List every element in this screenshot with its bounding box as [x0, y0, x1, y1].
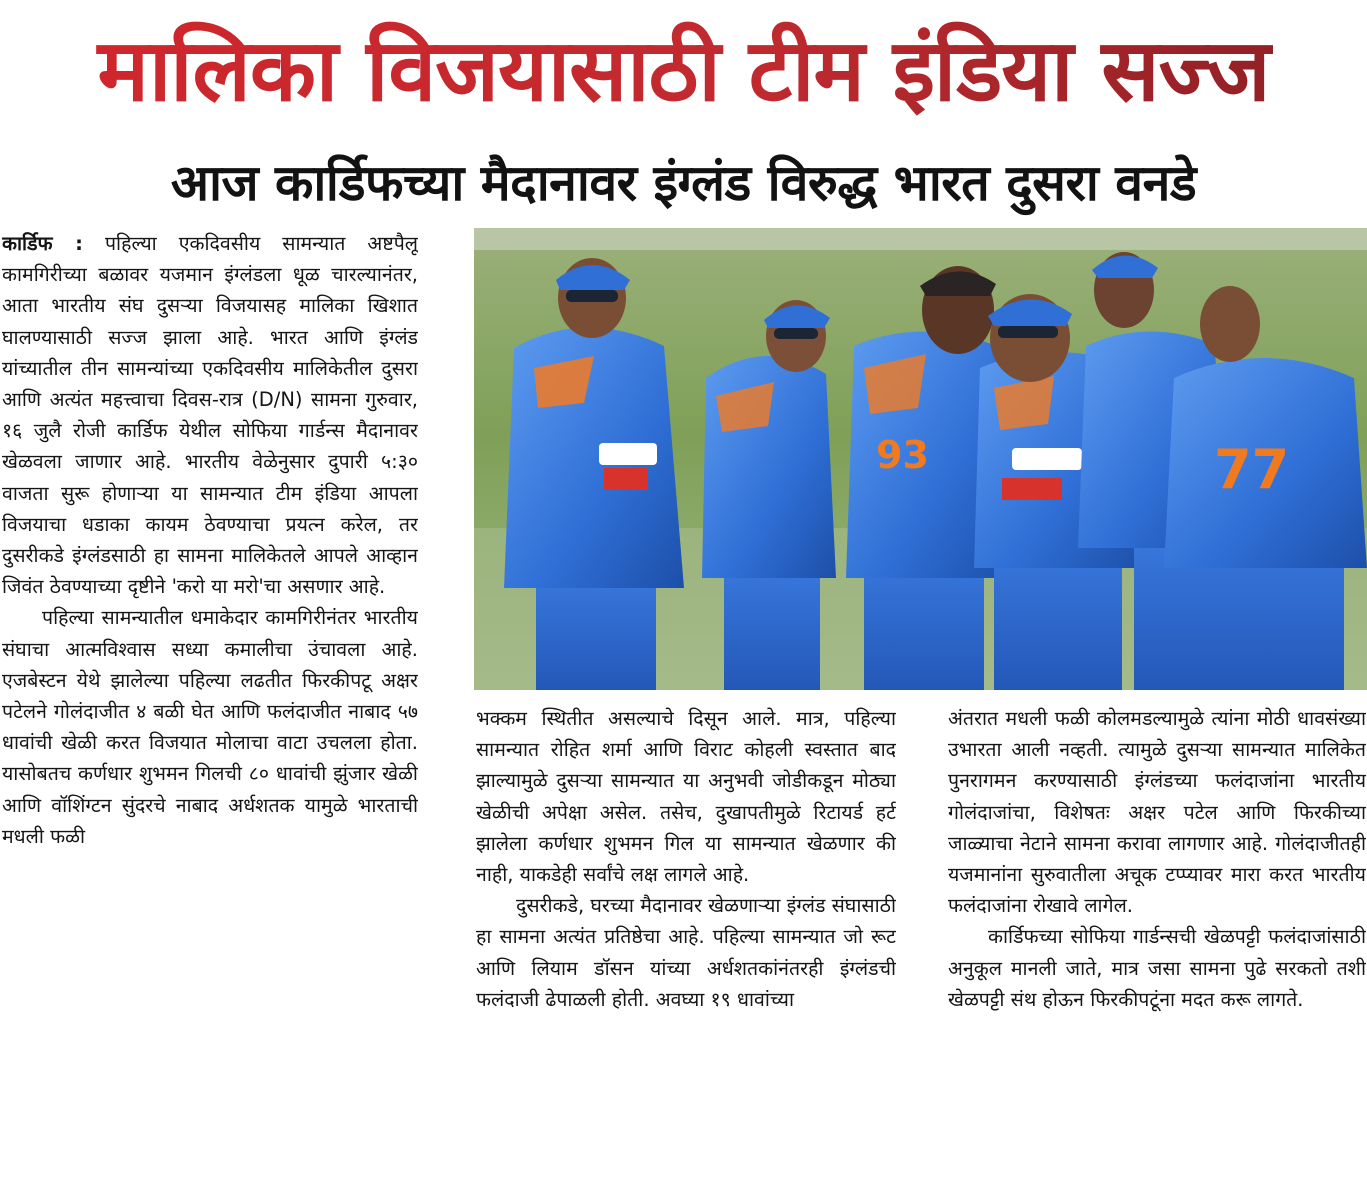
headline: मालिका विजयासाठी टीम इंडिया सज्ज	[0, 6, 1367, 136]
dateline: कार्डिफ :	[2, 232, 83, 255]
article-paragraph: दुसरीकडे, घरच्या मैदानावर खेळणाऱ्या इंग्लंड संघासाठी हा सामना अत्यंत प्रतिष्ठेचा आहे. पहिल्या सामन्यात जो रूट आणि लियाम डॉसन यांच्या अर्धशतकांनंतरही इंग्लंडची फलंदाजी ढेपाळली होती. अवघ्या १९ धावांच्या	[476, 894, 896, 1011]
article-paragraph: भक्कम स्थितीत असल्याचे दिसून आले. मात्र, पहिल्या सामन्यात रोहित शर्मा आणि विराट कोहली स्वस्तात बाद झाल्यामुळे दुसऱ्या सामन्यात या अनुभवी जोडीकडून मोठ्या खेळीची अपेक्षा असेल. तसेच, दुखापतीमुळे रिटायर्ड हर्ट झालेला कर्णधार शुभमन गिल या सामन्यात खेळणार की नाही, याकडेही सर्वांचे लक्ष लागले आहे.	[476, 707, 896, 887]
svg-text:93: 93	[876, 433, 929, 477]
article-column-2	[476, 703, 896, 1163]
article-column-3	[948, 703, 1366, 1163]
svg-text:77: 77	[1214, 438, 1290, 501]
article-column-1	[2, 228, 418, 1163]
article-paragraph: पहिल्या सामन्यातील धमाकेदार कामगिरीनंतर भारतीय संघाचा आत्मविश्वास सध्या कमालीचा उंचावला आहे. एजबेस्टन येथे झालेल्या पहिल्या लढतीत फिरकीपटू अक्षर पटेलने गोलंदाजीत ४ बळी घेत आणि फलंदाजीत नाबाद ५७ धावांची खेळी करत विजयात मोलाचा वाटा उचलला होता. यासोबतच कर्णधार शुभमन गिलची ८० धावांची झुंजार खेळी आणि वॉशिंग्टन सुंदरचे नाबाद अर्धशतक यामुळे भारताची मधली फळी	[2, 606, 418, 848]
team-india-photo	[474, 228, 1367, 690]
article-paragraph	[2, 228, 418, 602]
paragraph-text: पहिल्या एकदिवसीय सामन्यात अष्टपैलू कामगिरीच्या बळावर यजमान इंग्लंडला धूळ चारल्यानंतर, आता भारतीय संघ दुसऱ्या विजयासह मालिका खिशात घालण्यासाठी सज्ज झाला आहे. भारत आणि इंग्लंड यांच्यातील तीन सामन्यांच्या एकदिवसीय मालिकेतील दुसरा आणि अत्यंत महत्त्वाचा दिवस-रात्र (D/N) सामना गुरुवार, १६ जुलै रोजी कार्डिफ येथील सोफिया गार्डन्स मैदानावर खेळवला जाणार आहे. भारतीय वेळेनुसार दुपारी ५:३० वाजता सुरू होणाऱ्या या सामन्यात टीम इंडिया आपला विजयाचा धडाका कायम ठेवण्याचा प्रयत्न करेल, तर दुसरीकडे इंग्लंडसाठी हा सामना मालिकेतले आपले आव्हान जिवंत ठेवण्याच्या दृष्टीने 'करो या मरो'चा असणार आहे.	[2, 232, 418, 599]
subheadline: आज कार्डिफच्या मैदानावर इंग्लंड विरुद्ध भारत दुसरा वनडे	[170, 154, 1197, 212]
article-paragraph: अंतरात मधली फळी कोलमडल्यामुळे त्यांना मोठी धावसंख्या उभारता आली नव्हती. त्यामुळे दुसऱ्या सामन्यात मालिकेत पुनरागमन करण्यासाठी इंग्लंडच्या फलंदाजांना भारतीय गोलंदाजांचा, विशेषतः अक्षर पटेल आणि फिरकीच्या जाळ्याचा नेटाने सामना करावा लागणार आहे. गोलंदाजीतही यजमानांना सुरुवातीला अचूक टप्प्यावर मारा करत भारतीय फलंदाजांना रोखावे लागेल.	[948, 707, 1366, 918]
article-paragraph: कार्डिफच्या सोफिया गार्डन्सची खेळपट्टी फलंदाजांसाठी अनुकूल मानली जाते, मात्र जसा सामना पुढे सरकतो तशी खेळपट्टी संथ होऊन फिरकीपटूंना मदत करू लागते.	[948, 925, 1366, 1011]
